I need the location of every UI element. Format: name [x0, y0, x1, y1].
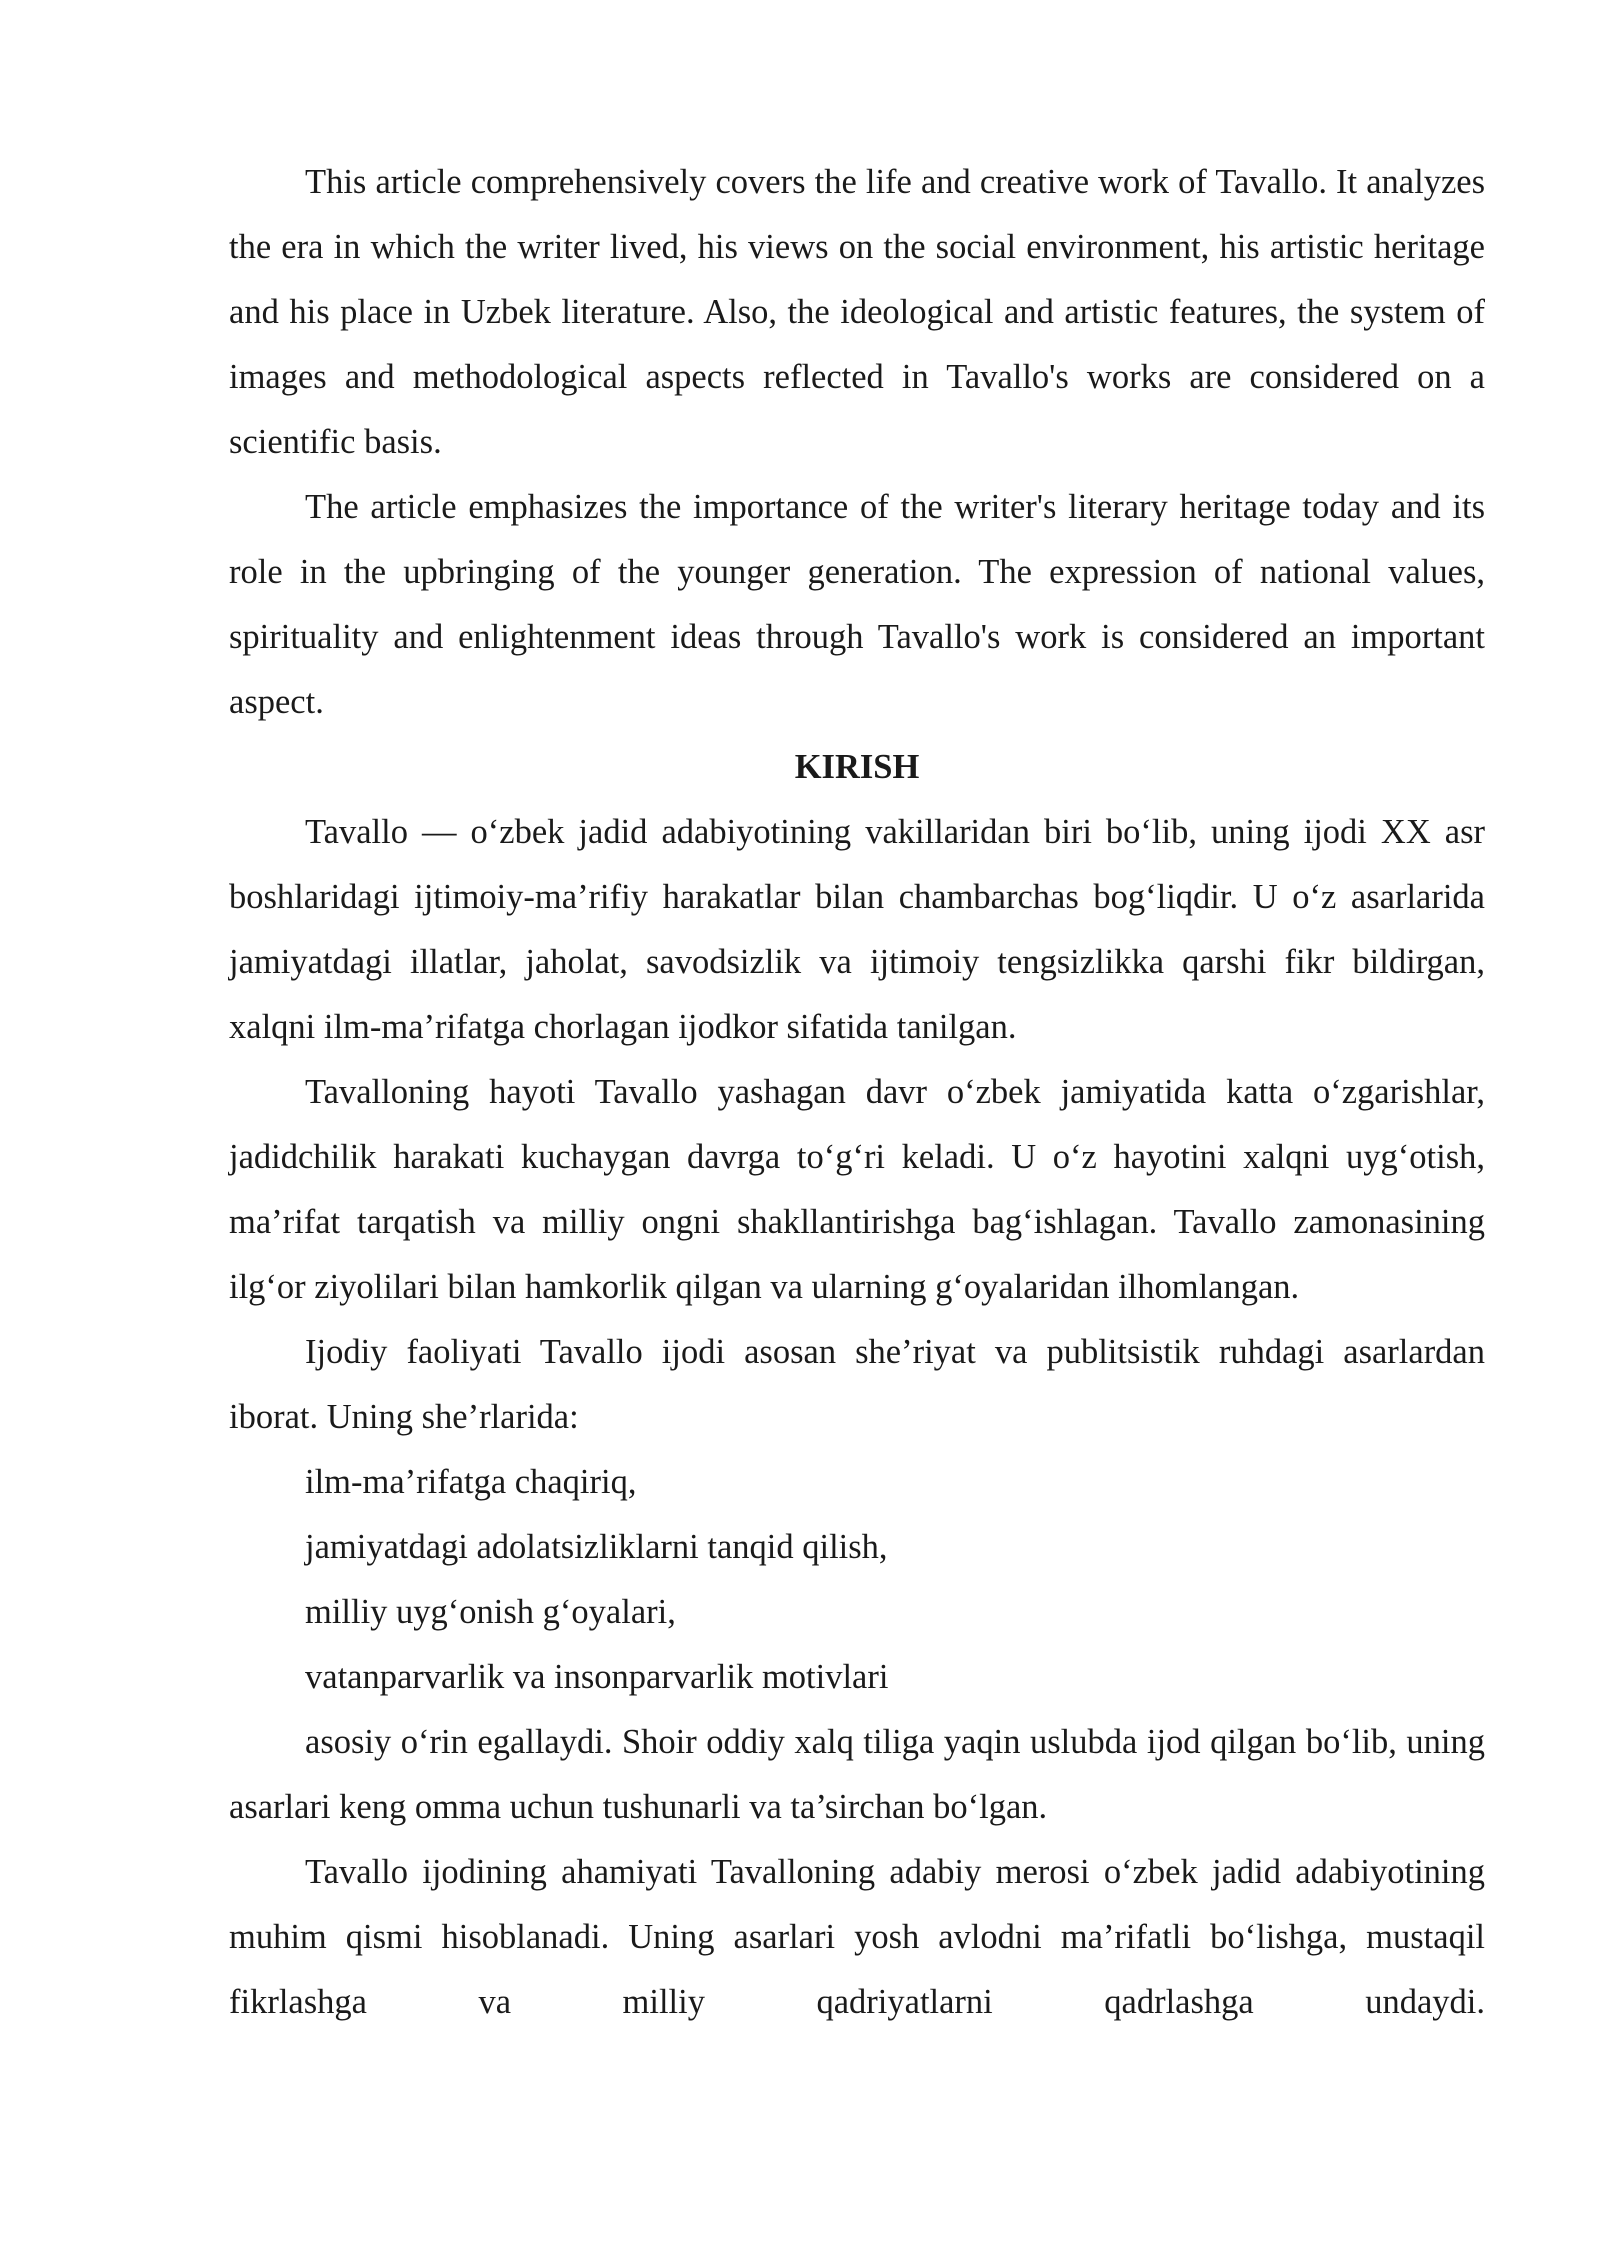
motif-list [229, 1450, 1485, 1710]
list-item: ilm-ma’rifatga chaqiriq, [305, 1463, 637, 1501]
intro-paragraph-4: asosiy o‘rin egallaydi. Shoir oddiy xalq tiliga yaqin uslubda ijod qilgan bo‘lib, uning asarlari keng omma uchun tushunarli va ta’sirchan bo‘lgan. [229, 1723, 1485, 1826]
intro-paragraph-2: Tavalloning hayoti Tavallo yashagan davr o‘zbek jamiyatida katta o‘zgarishlar, jadidchilik harakati kuchaygan davrga to‘g‘ri keladi. U o‘z hayotini xalqni uyg‘otish, ma’rifat tarqatish va milliy ongni shakllantirishga bag‘ishlagan. Tavallo zamonasining ilg‘or ziyolilari bilan hamkorlik qilgan va ularning g‘oyalaridan ilhomlangan. [229, 1073, 1485, 1306]
document-page [229, 150, 1485, 2035]
list-item: jamiyatdagi adolatsizliklarni tanqid qilish, [305, 1528, 888, 1566]
list-item: vatanparvarlik va insonparvarlik motivlari [305, 1658, 889, 1696]
list-item: milliy uyg‘onish g‘oyalari, [305, 1593, 676, 1631]
section-heading: KIRISH [794, 748, 920, 786]
intro-paragraph-3: Ijodiy faoliyati Tavallo ijodi asosan she’riyat va publitsistik ruhdagi asarlardan iborat. Uning she’rlarida: [229, 1333, 1485, 1436]
intro-paragraph-1: Tavallo — o‘zbek jadid adabiyotining vakillaridan biri bo‘lib, uning ijodi XX asr boshlaridagi ijtimoiy-ma’rifiy harakatlar bilan chambarchas bog‘liqdir. U o‘z asarlarida jamiyatdagi illatlar, jaholat, savodsizlik va ijtimoiy tengsizlikka qarshi fikr bildirgan, xalqni ilm-ma’rifatga chorlagan ijodkor sifatida tanilgan. [229, 813, 1485, 1046]
intro-paragraph-5: Tavallo ijodining ahamiyati Tavalloning adabiy merosi o‘zbek jadid adabiyotining muhim qismi hisoblanadi. Uning asarlari yosh avlodni ma’rifatli bo‘lishga, mustaqil fikrlashga va milliy qadriyatlarni qadrlashga undaydi. [229, 1853, 1485, 2021]
abstract-paragraph-1: This article comprehensively covers the life and creative work of Tavallo. It analyzes the era in which the writer lived, his views on the social environment, his artistic heritage and his place in Uzbek literature. Also, the ideological and artistic features, the system of images and methodological aspects reflected in Tavallo's works are considered on a scientific basis. [229, 163, 1485, 461]
abstract-paragraph-2: The article emphasizes the importance of the writer's literary heritage today and its role in the upbringing of the younger generation. The expression of national values, spirituality and enlightenment ideas through Tavallo's work is considered an important aspect. [229, 488, 1485, 721]
